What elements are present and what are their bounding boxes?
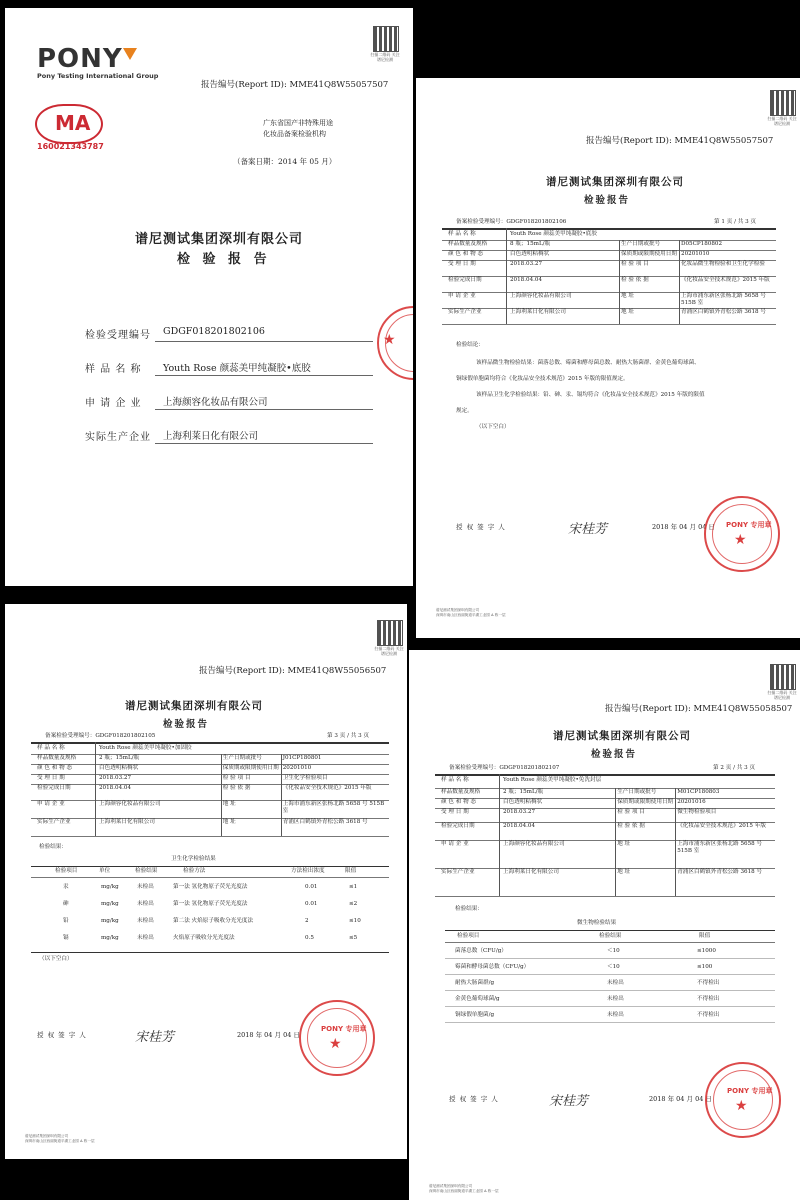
info-value: 8 瓶；15mL/瓶 bbox=[510, 241, 551, 247]
result-header: 检验方法 bbox=[183, 868, 206, 874]
table-top-rule bbox=[31, 742, 389, 744]
results-title: 检验结果： bbox=[39, 844, 67, 850]
page-number: 第 3 页 / 共 3 页 bbox=[327, 733, 370, 739]
table-col-rule bbox=[615, 788, 616, 896]
table-top-rule bbox=[435, 774, 775, 776]
accept-number: 备案检验受理编号：GDGF018201802106 bbox=[456, 219, 567, 225]
info-value: 上海市浦东新区张杨北路 5658 号 515B 室 bbox=[282, 801, 385, 814]
report-company: 谱尼测试集团深圳有限公司 bbox=[546, 176, 684, 188]
table-col-rule bbox=[675, 788, 676, 896]
qr-caption: 扫描二维码 关注谱尼检测 bbox=[374, 646, 404, 656]
signer-label: 授 权 签 字 人 bbox=[37, 1031, 87, 1039]
info-label: 受 理 日 期 bbox=[448, 261, 476, 267]
cma-logo-text: MA bbox=[55, 111, 91, 135]
result-cell: 霉菌和酵母菌总数（CFU/g） bbox=[455, 964, 530, 970]
signature: 宋桂芳 bbox=[549, 1094, 589, 1109]
result-cell: 第一法 氢化物原子荧光光度法 bbox=[173, 901, 248, 907]
result-cell: ≤2 bbox=[349, 901, 358, 907]
footer-address: 深圳市南山区西丽街道平湖工业园 A 栋一层 bbox=[429, 1189, 499, 1193]
cover-report-title: 检 验 报 告 bbox=[177, 252, 271, 267]
seal-star-icon: ★ bbox=[329, 1036, 342, 1052]
result-cell: 未检出 bbox=[607, 1012, 624, 1018]
result-cell: 不得检出 bbox=[697, 1012, 720, 1018]
result-cell: 未检出 bbox=[137, 935, 154, 941]
cover-field-label: 检验受理编号 bbox=[85, 330, 151, 341]
info-label: 保质期或限期使用日期 bbox=[621, 251, 677, 257]
table-col-rule bbox=[221, 754, 222, 836]
report-title: 检验报告 bbox=[584, 195, 631, 206]
info-value: M01CP180803 bbox=[677, 789, 720, 795]
result-cell: mg/kg bbox=[101, 935, 119, 941]
official-seal-stamp bbox=[377, 306, 413, 380]
conclusion-text: 规定。 bbox=[456, 408, 473, 414]
result-cell: 镉 bbox=[63, 935, 69, 941]
info-label: 检验完成日期 bbox=[441, 823, 475, 829]
info-label: 样品数量及规格 bbox=[441, 789, 481, 795]
report-id: 报告编号(Report ID): MME41Q8W55058507 bbox=[605, 704, 793, 714]
seal-star-icon: ★ bbox=[735, 1098, 748, 1114]
result-cell: 金黄色葡萄球菌/g bbox=[455, 996, 500, 1002]
result-header: 检验项目 bbox=[457, 933, 480, 939]
result-header-rule bbox=[445, 942, 775, 943]
pony-logo bbox=[37, 44, 158, 80]
info-value: 化妆品微生物检验和卫生化学检验 bbox=[681, 261, 765, 267]
footer-company: 谱尼测试集团深圳有限公司 bbox=[429, 1184, 473, 1188]
info-label: 生产日期或批号 bbox=[621, 241, 661, 247]
cma-number: 160021343787 bbox=[37, 142, 104, 151]
result-bottom-rule bbox=[31, 952, 389, 953]
info-value: 白色透明粘稠状 bbox=[510, 251, 550, 257]
report-id: 报告编号(Report ID): MME41Q8W55057507 bbox=[586, 136, 774, 146]
result-cell: 第一法 氢化物原子荧光光度法 bbox=[173, 884, 248, 890]
info-value: 2018.03.27 bbox=[510, 261, 543, 267]
result-row-rule bbox=[445, 1022, 775, 1023]
result-top-rule bbox=[445, 930, 775, 931]
info-value: 上海利莱日化有限公司 bbox=[99, 819, 155, 825]
info-value: 2018.03.27 bbox=[99, 775, 132, 781]
info-label: 地 址 bbox=[617, 841, 631, 847]
info-label: 样品数量及规格 bbox=[37, 755, 77, 761]
info-value: 上海颜容化妆品有限公司 bbox=[503, 841, 565, 847]
result-cell: 0.5 bbox=[305, 935, 314, 941]
accept-number: 备案检验受理编号：GDGF018201802105 bbox=[45, 733, 156, 739]
info-label: 样品数量及规格 bbox=[448, 241, 488, 247]
cover-field-value: 上海利莱日化有限公司 bbox=[163, 431, 259, 442]
info-label: 实际生产企业 bbox=[441, 869, 475, 875]
info-value: 白色透明粘稠状 bbox=[99, 765, 139, 771]
info-label: 检 验 依 据 bbox=[621, 277, 649, 283]
info-label: 检 验 项 目 bbox=[222, 775, 251, 781]
info-label: 地 址 bbox=[222, 801, 236, 807]
result-header: 单位 bbox=[99, 868, 111, 874]
info-value: D05CP180802 bbox=[681, 241, 723, 247]
info-label: 地 址 bbox=[621, 309, 634, 315]
result-cell: 未检出 bbox=[607, 996, 624, 1002]
result-cell: ≤1 bbox=[349, 884, 358, 890]
info-label: 检验完成日期 bbox=[448, 277, 482, 283]
report-page-b bbox=[5, 604, 407, 1159]
info-label: 样 品 名 称 bbox=[448, 231, 476, 237]
result-cell: mg/kg bbox=[101, 918, 119, 924]
blank-note: （以下空白） bbox=[39, 956, 73, 962]
result-cell: 不得检出 bbox=[697, 996, 720, 1002]
qr-code-icon bbox=[770, 664, 796, 690]
result-cell: ≤1000 bbox=[697, 948, 716, 954]
table-col-rule bbox=[619, 240, 620, 324]
result-header: 检验项目 bbox=[55, 868, 78, 874]
info-label: 样 品 名 称 bbox=[37, 745, 65, 751]
info-value: 微生物检验项目 bbox=[677, 809, 717, 815]
info-value: 上海利莱日化有限公司 bbox=[510, 309, 566, 315]
page-number: 第 2 页 / 共 3 页 bbox=[713, 765, 756, 771]
info-value: 2018.04.04 bbox=[99, 785, 132, 791]
cover-page bbox=[5, 8, 413, 586]
result-cell: 0.01 bbox=[305, 901, 318, 907]
footer-company: 谱尼测试集团深圳有限公司 bbox=[436, 608, 480, 612]
result-cell: 未检出 bbox=[137, 918, 154, 924]
info-value: 20201016 bbox=[677, 799, 706, 805]
info-value: 青浦区白鹤镇外青松公路 3618 号 bbox=[681, 309, 766, 315]
info-label: 地 址 bbox=[222, 819, 236, 825]
info-label: 颜 色 和 物 态 bbox=[441, 799, 477, 805]
info-label: 检 验 依 据 bbox=[222, 785, 251, 791]
conclusion-text: 铜绿假单胞菌均符合《化妆品安全技术规范》2015 年版的限值规定。 bbox=[456, 376, 629, 382]
blank-note: （以下空白） bbox=[476, 424, 510, 430]
info-value: 2 瓶；15mL/瓶 bbox=[503, 789, 544, 795]
sign-date: 2018 年 04 月 04 日 bbox=[652, 523, 715, 531]
report-company: 谱尼测试集团深圳有限公司 bbox=[125, 700, 263, 712]
official-seal-stamp bbox=[299, 1000, 375, 1076]
result-cell: 耐热大肠菌群/g bbox=[455, 980, 495, 986]
table-row-rule bbox=[442, 324, 776, 325]
info-label: 颜 色 和 物 态 bbox=[448, 251, 484, 257]
signer-label: 授 权 签 字 人 bbox=[456, 523, 506, 531]
report-company: 谱尼测试集团深圳有限公司 bbox=[553, 730, 691, 742]
table-row-rule bbox=[435, 896, 775, 897]
info-value: 2 瓶；15mL/瓶 bbox=[99, 755, 140, 761]
info-label: 检 验 项 目 bbox=[621, 261, 649, 267]
info-value: 上海颜容化妆品有限公司 bbox=[510, 293, 572, 299]
seal-label: PONY 专用章 bbox=[726, 521, 772, 529]
cover-field-label: 申 请 企 业 bbox=[85, 398, 142, 409]
info-label: 实际生产企业 bbox=[448, 309, 482, 315]
result-cell: ＜10 bbox=[607, 948, 620, 954]
info-label: 保质期或限期使用日期 bbox=[222, 765, 279, 771]
result-cell: 铜绿假单胞菌/g bbox=[455, 1012, 495, 1018]
footer-company: 谱尼测试集团深圳有限公司 bbox=[25, 1134, 69, 1138]
result-row-rule bbox=[445, 974, 775, 975]
cover-field-underline bbox=[155, 341, 373, 342]
result-cell: 第二法 火焰原子吸收分光光度法 bbox=[173, 918, 254, 924]
official-seal-stamp bbox=[704, 496, 780, 572]
table-col-rule bbox=[281, 754, 282, 836]
cma-logo bbox=[35, 104, 103, 144]
report-id: 报告编号(Report ID): MME41Q8W55056507 bbox=[199, 666, 387, 676]
cover-field-underline bbox=[155, 443, 373, 444]
result-header: 检验结果 bbox=[599, 933, 622, 939]
result-cell: ≤5 bbox=[349, 935, 358, 941]
info-label: 样 品 名 称 bbox=[441, 777, 469, 783]
info-value: 《化妆品安全技术规范》2015 年版 bbox=[282, 785, 372, 791]
result-header-rule bbox=[31, 877, 389, 878]
result-header: 限值 bbox=[345, 868, 357, 874]
signature: 宋桂芳 bbox=[568, 522, 608, 537]
info-label: 实际生产企业 bbox=[37, 819, 71, 825]
info-value: Youth Rose 颜蕊美甲纯凝胶•底胶 bbox=[510, 231, 597, 237]
official-seal-stamp bbox=[705, 1062, 781, 1138]
info-value: Youth Rose 颜蕊美甲纯凝胶•加固胶 bbox=[99, 745, 192, 751]
pony-logo-subtitle: Pony Testing International Group bbox=[37, 72, 159, 80]
table-col-rule bbox=[499, 774, 500, 896]
result-cell: 未检出 bbox=[137, 901, 154, 907]
info-value: 2018.03.27 bbox=[503, 809, 536, 815]
table-row-rule bbox=[31, 836, 389, 837]
info-value: 上海市浦东新区张杨北路 5658 号 515B 室 bbox=[681, 293, 766, 306]
result-cell: mg/kg bbox=[101, 884, 119, 890]
authority-line-2: 化妆品备案检验机构 bbox=[263, 130, 326, 138]
authority-line-1: 广东省国产非特殊用途 bbox=[263, 119, 333, 127]
result-cell: 菌落总数（CFU/g） bbox=[455, 948, 507, 954]
report-page-a bbox=[416, 78, 800, 638]
info-value: 20201010 bbox=[282, 765, 312, 771]
info-label: 地 址 bbox=[621, 293, 634, 299]
info-label: 生产日期或批号 bbox=[617, 789, 657, 795]
info-label: 检 验 项 目 bbox=[617, 809, 645, 815]
signer-label: 授 权 签 字 人 bbox=[449, 1095, 499, 1103]
result-row-rule bbox=[445, 958, 775, 959]
cover-field-label: 实际生产企业 bbox=[85, 432, 151, 443]
conclusion-text: 该样品卫生化学检验结果：铅、砷、汞、镉均符合《化妆品安全技术规范》2015 年版的限值 bbox=[476, 392, 705, 398]
sign-date: 2018 年 04 月 04 日 bbox=[649, 1095, 712, 1103]
result-cell: 铅 bbox=[63, 918, 69, 924]
result-cell: 未检出 bbox=[607, 980, 624, 986]
result-cell: 0.01 bbox=[305, 884, 318, 890]
table-top-rule bbox=[442, 228, 776, 230]
info-value: 《化妆品安全技术规范》2015 年版 bbox=[677, 823, 766, 829]
table-col-rule bbox=[679, 240, 680, 324]
info-value: 青浦区白鹤镇外青松公路 3618 号 bbox=[282, 819, 368, 825]
cover-field-value: Youth Rose 颜蕊美甲纯凝胶•底胶 bbox=[163, 363, 311, 374]
info-label: 申 请 企 业 bbox=[448, 293, 476, 299]
info-label: 保质期或限期使用日期 bbox=[617, 799, 674, 805]
result-cell: 火焰原子吸收分光光度法 bbox=[173, 935, 235, 941]
info-value: 白色透明粘稠状 bbox=[503, 799, 543, 805]
footer-address: 深圳市南山区西丽街道平湖工业园 A 栋一层 bbox=[25, 1139, 95, 1143]
info-value: 20201010 bbox=[681, 251, 710, 257]
cover-field-underline bbox=[155, 375, 373, 376]
info-label: 申 请 企 业 bbox=[37, 801, 65, 807]
seal-label: PONY 专用章 bbox=[727, 1087, 773, 1095]
result-cell: ＜10 bbox=[607, 964, 620, 970]
result-cell: 砷 bbox=[63, 901, 69, 907]
info-value: 上海颜容化妆品有限公司 bbox=[99, 801, 161, 807]
report-title: 检验报告 bbox=[163, 719, 210, 730]
result-cell: 未检出 bbox=[137, 884, 154, 890]
result-cell: 汞 bbox=[63, 884, 69, 890]
seal-star-icon: ★ bbox=[734, 532, 747, 548]
signature: 宋桂芳 bbox=[135, 1030, 175, 1045]
info-label: 受 理 日 期 bbox=[37, 775, 65, 781]
info-value: 上海利莱日化有限公司 bbox=[503, 869, 559, 875]
result-header: 检验结果 bbox=[135, 868, 158, 874]
info-value: 2018.04.04 bbox=[510, 277, 543, 283]
info-label: 检 验 依 据 bbox=[617, 823, 645, 829]
result-header: 限值 bbox=[699, 933, 711, 939]
seal-label: PONY 专用章 bbox=[321, 1025, 367, 1033]
result-row-rule bbox=[445, 1006, 775, 1007]
result-cell: mg/kg bbox=[101, 901, 119, 907]
report-page-c bbox=[409, 650, 800, 1200]
page-number: 第 1 页 / 共 3 页 bbox=[714, 219, 757, 225]
result-row-rule bbox=[445, 990, 775, 991]
cover-field-underline bbox=[155, 409, 373, 410]
table-col-rule bbox=[95, 742, 96, 836]
result-top-rule bbox=[31, 866, 389, 867]
cover-field-value: GDGF018201802106 bbox=[163, 326, 265, 337]
logo-triangle-icon bbox=[123, 48, 137, 60]
info-value: 上海市浦东新区张杨北路 5658 号 515B 室 bbox=[677, 841, 763, 854]
info-value: 《化妆品安全技术规范》2015 年版 bbox=[681, 277, 770, 283]
table-title: 微生物检验结果 bbox=[577, 920, 617, 926]
results-title: 检验结果： bbox=[455, 906, 483, 912]
qr-caption: 扫描二维码 关注谱尼检测 bbox=[370, 52, 400, 62]
info-value: 2018.04.04 bbox=[503, 823, 536, 829]
info-value: 卫生化学检验项目 bbox=[282, 775, 328, 781]
info-label: 地 址 bbox=[617, 869, 631, 875]
info-label: 申 请 企 业 bbox=[441, 841, 469, 847]
qr-code-icon bbox=[770, 90, 796, 116]
report-id: 报告编号(Report ID): MME41Q8W55057507 bbox=[201, 80, 389, 90]
info-label: 颜 色 和 物 态 bbox=[37, 765, 73, 771]
conclusion-text: 该样品微生物检验结果：菌落总数、霉菌和酵母菌总数、耐热大肠菌群、金黄色葡萄球菌、 bbox=[476, 360, 700, 366]
info-value: J01CP180801 bbox=[282, 755, 322, 761]
qr-caption: 扫描二维码 关注谱尼检测 bbox=[767, 690, 797, 700]
cover-company: 谱尼测试集团深圳有限公司 bbox=[135, 232, 304, 247]
info-label: 受 理 日 期 bbox=[441, 809, 469, 815]
qr-code-icon bbox=[377, 620, 403, 646]
result-header: 方法检出浓度 bbox=[291, 868, 325, 874]
report-title: 检验报告 bbox=[591, 749, 638, 760]
result-cell: ≤10 bbox=[349, 918, 361, 924]
table-col-rule bbox=[506, 228, 507, 324]
footer-address: 深圳市南山区西丽街道平湖工业园 A 栋一层 bbox=[436, 613, 506, 617]
sign-date: 2018 年 04 月 04 日 bbox=[237, 1031, 300, 1039]
info-value: Youth Rose 颜蕊美甲纯凝胶•免洗封层 bbox=[503, 777, 602, 783]
info-label: 检验完成日期 bbox=[37, 785, 71, 791]
qr-code-icon bbox=[373, 26, 399, 52]
accept-number: 备案检验受理编号：GDGF018201802107 bbox=[449, 765, 560, 771]
result-cell: 2 bbox=[305, 918, 309, 924]
record-date: （备案日期：2014 年 05 月） bbox=[233, 157, 337, 166]
seal-star-icon: ★ bbox=[383, 332, 396, 348]
result-cell: ≤100 bbox=[697, 964, 713, 970]
pony-logo-text: PONY bbox=[37, 44, 123, 74]
cover-field-value: 上海颜容化妆品有限公司 bbox=[163, 397, 268, 408]
conclusion-title: 检验结论： bbox=[456, 342, 484, 348]
result-cell: 不得检出 bbox=[697, 980, 720, 986]
table-title: 卫生化学检验结果 bbox=[171, 856, 216, 862]
info-label: 生产日期或批号 bbox=[222, 755, 262, 761]
cover-field-label: 样 品 名 称 bbox=[85, 364, 142, 375]
qr-caption: 扫描二维码 关注谱尼检测 bbox=[767, 116, 797, 126]
info-value: 青浦区白鹤镇外青松公路 3618 号 bbox=[677, 869, 763, 875]
